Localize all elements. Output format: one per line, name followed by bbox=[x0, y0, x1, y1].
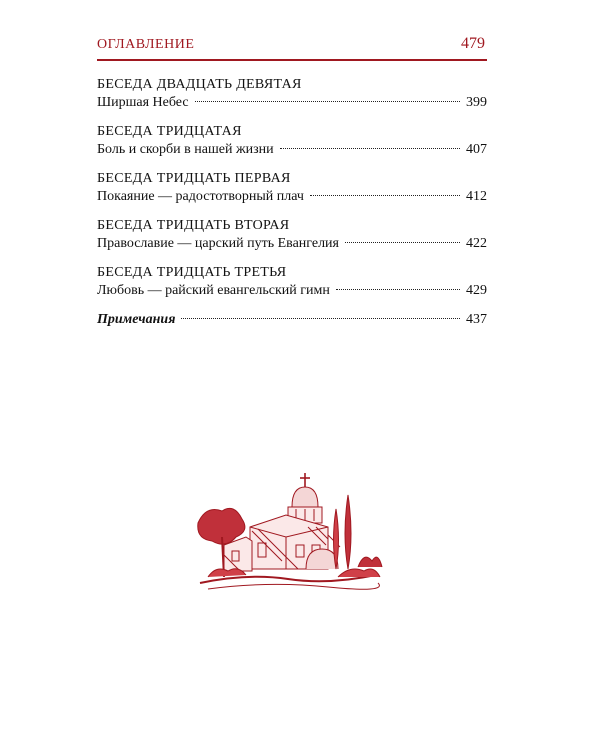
toc-entry[interactable] bbox=[97, 76, 487, 112]
toc-entry-heading: БЕСЕДА ТРИДЦАТЬ ТРЕТЬЯ bbox=[97, 265, 287, 280]
toc-entry-heading: БЕСЕДА ТРИДЦАТЬ ВТОРАЯ bbox=[97, 218, 290, 233]
toc-entry-page: 412 bbox=[466, 189, 487, 204]
dot-leader bbox=[336, 289, 460, 290]
toc-entry[interactable] bbox=[97, 123, 487, 159]
toc-entry-page: 407 bbox=[466, 142, 487, 157]
toc-entry-title: Ширшая Небес bbox=[97, 95, 189, 110]
dot-leader bbox=[310, 195, 460, 196]
toc-entry-page: 422 bbox=[466, 236, 487, 251]
toc-entry-heading: БЕСЕДА ТРИДЦАТАЯ bbox=[97, 124, 242, 139]
dot-leader bbox=[181, 318, 460, 319]
toc-entry[interactable] bbox=[97, 217, 487, 253]
toc-entry[interactable] bbox=[97, 170, 487, 206]
dot-leader bbox=[345, 242, 460, 243]
toc-entry-title: Православие — царский путь Евангелия bbox=[97, 236, 339, 251]
running-header bbox=[97, 33, 487, 61]
toc-entry-heading: БЕСЕДА ДВАДЦАТЬ ДЕВЯТАЯ bbox=[97, 77, 302, 92]
toc-entry-heading: БЕСЕДА ТРИДЦАТЬ ПЕРВАЯ bbox=[97, 171, 291, 186]
toc-entry-title: Покаяние — радостотворный плач bbox=[97, 189, 304, 204]
church-vignette-illustration bbox=[188, 465, 386, 595]
notes-title: Примечания bbox=[97, 312, 176, 327]
toc-entry-title: Любовь — райский евангельский гимн bbox=[97, 283, 330, 298]
toc-entry-title: Боль и скорби в нашей жизни bbox=[97, 142, 274, 157]
table-of-contents bbox=[97, 76, 487, 340]
header-page-number: 479 bbox=[461, 35, 485, 52]
dot-leader bbox=[280, 148, 460, 149]
toc-entry-notes[interactable] bbox=[97, 311, 487, 329]
header-title: ОГЛАВЛЕНИЕ bbox=[97, 37, 195, 52]
notes-page: 437 bbox=[466, 312, 487, 327]
dot-leader bbox=[195, 101, 460, 102]
toc-entry-page: 429 bbox=[466, 283, 487, 298]
toc-entry-page: 399 bbox=[466, 95, 487, 110]
toc-entry[interactable] bbox=[97, 264, 487, 300]
